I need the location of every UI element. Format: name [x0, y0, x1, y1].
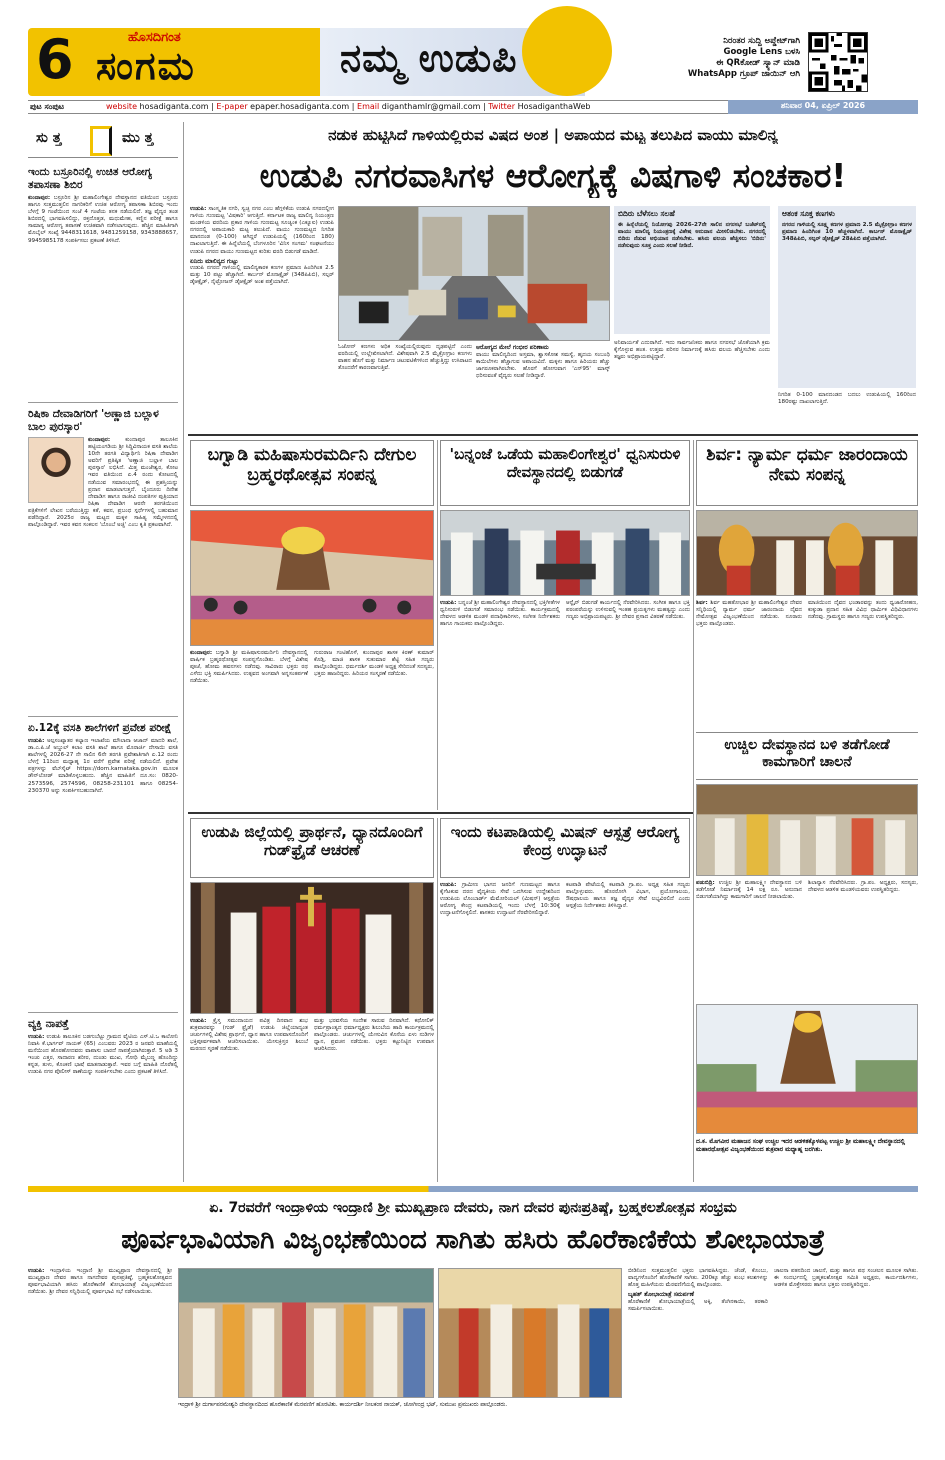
info-section: ಪುಟ ಸಂಪುಟ: [30, 102, 65, 111]
shirva-col-1-text: ಶಿರ್ವ ಮಹತೋಭಾರ ಶ್ರೀ ಮಹಾಲಿಂಗೇಶ್ವರ ದೇವರ ಸನ್ನಿಧಿಯಲ್ಲಿ ನ್ಯಾರ್ಮ ಧರ್ಮ ಜಾರಂದಾಯ ದೈವದ ನೇಮೋತ್ಸವ ವಿಜೃಂಭಣೆಯಿಂದ ನಡೆಯಿತು. ನೂರಾರು ಭಕ್ತರು ಪಾಲ್ಗೊಂಡರು.: [696, 600, 802, 628]
goodfriday-col-1-text: ಕ್ರೈಸ್ತ ಸಮುದಾಯದ ಪವಿತ್ರ ದಿನವಾದ ಶುಭ ಶುಕ್ರವಾರವನ್ನು (ಗುಡ್ ಫ್ರೈಡೆ) ಉಡುಪಿ ಜಿಲ್ಲೆಯಾದ್ಯಂತ ಚರ್ಚುಗಳಲ್ಲಿ ವಿಶೇಷ ಪ್ರಾರ್ಥನೆ, ಧ್ಯಾನ ಹಾಗೂ ಉಪವಾಸದೊಂದಿಗೆ ಭಕ್ತಿಪೂರ್ವಕವಾಗಿ ಆಚರಿಸಲಾಯಿತು. ಯೇಸುಕ್ರಿಸ್ತರ ಶಿಲುಬೆ ಮರಣದ ಸ್ಮರಣೆ ನಡೆಯಿತು.: [190, 1018, 308, 1053]
lead-col-3-text: ವಾಯು ಮಾಲಿನ್ಯದಿಂದ ಅಸ್ತಮಾ, ಶ್ವಾಸಕೋಶ ಸಮಸ್ಯೆ, ಹೃದಯ ಸಂಬಂಧಿ ಕಾಯಿಲೆಗಳು ಹೆಚ್ಚಾಗುವ ಅಪಾಯವಿದೆ. ಮಕ್ಕಳು ಹಾಗೂ ಹಿರಿಯರು ಹೆಚ್ಚು ಜಾಗರೂಕರಾಗಿರಬೇಕು. ಹೊರಗೆ ಹೋಗುವಾಗ 'ಎನ್95' ಮಾಸ್ಕ್ ಧರಿಸುವಂತೆ ವೈದ್ಯರು ಸಲಹೆ ನೀಡಿದ್ದಾರೆ.: [476, 351, 610, 379]
goodfriday-byline: ಉಡುಪಿ:: [190, 1018, 207, 1024]
frame-icon: [90, 126, 112, 156]
date-badge: ಶನಿವಾರ 04, ಏಪ್ರಿಲ್ 2026: [728, 100, 918, 114]
sidebar-heading: [28, 124, 178, 158]
lead-col-1-text: ಸಾಂಸ್ಕೃತಿಕ ನಗರಿ, ಸ್ವಚ್ಛ ನಗರ ಎಂಬ ಹೆಗ್ಗಳಿಕೆಯ ಉಡುಪಿ ನಗರದಲ್ಲೀಗ ಗಾಳಿಯ ಗುಣಮಟ್ಟ 'ವಿಷಕಾರಿ' ಆಗುತ್ತಿದೆ. ಕರ್ನಾಟಕ ರಾಜ್ಯ ಮಾಲಿನ್ಯ ನಿಯಂತ್ರಣ ಮಂಡಳಿಯ ವರದಿಯ ಪ್ರಕಾರ ಗಾಳಿಯ ಗುಣಮಟ್ಟ ಸೂಚ್ಯಂಕ (ಎಕ್ಯೂಐ) ಉಡುಪಿ ನಗರದಲ್ಲಿ ಅಪಾಯಕಾರಿ ಮಟ್ಟ ತಲುಪಿದೆ. ವಾಯು ಗುಣಮಟ್ಟದ ನಿಗದಿತ ಮಾನದಂಡ (0-100) ಆಗಿದ್ದರೆ ಉಡುಪಿಯಲ್ಲಿ (160ರಿಂದ 180) ದಾಖಲಾಗುತ್ತಿದೆ. ಈ ಹಿನ್ನೆಲೆಯಲ್ಲಿ ಬೆಂಗಳೂರಿನ 'ವಿನಿಸ ಸಂಗಮ' ಸಂಘಟನೆಯು ಉಡುಪಿ ನಗರದ ವಾಯು ಗುಣಮಟ್ಟದ ಕುರಿತು ವರದಿ ಬಿಡುಗಡೆ ಮಾಡಿದೆ.: [190, 206, 334, 255]
lead-col-4-text: ಅನಿವಾರ್ಯತೆ ಎದುರಾಗಿದೆ. ಇದು ಸಾರ್ವಜನಿಕರು ಹಾಗೂ ನಗರಸಭೆ ಜೊತೆಯಾಗಿ ಕ್ರಮ ಕೈಗೊಳ್ಳುವ ಹಂತ. ಉತ್ತಮ ಪರಿಸರ ನಿರ್ಮಾಣಕ್ಕೆ ಹಸಿರು ವಲಯ ಹೆಚ್ಚಿಸಬೇಕು ಎಂದು ತಜ್ಞರು ಅಭಿಪ್ರಾಯಪಟ್ಟಿದ್ದಾರೆ.: [614, 340, 770, 361]
goodfriday-col-2-text: ಮತ್ತು ಭರವಸೆಯ ಸಂದೇಶ ಸಾರುವ ದಿನವಾಗಿದೆ. ಕಥೋಲಿಕ್ ಧರ್ಮಪ್ರಾಂತ್ಯದ ಧರ್ಮಾಧ್ಯಕ್ಷರು ಶಿಲುಬೆಯ ಹಾದಿ ಕಾರ್ಯಕ್ರಮದಲ್ಲಿ ಪಾಲ್ಗೊಂಡರು. ಚರ್ಚುಗಳಲ್ಲಿ ಯೇಸುವಿನ ಕೊನೆಯ ಏಳು ನುಡಿಗಳ ಧ್ಯಾನ, ಪ್ರವಚನ ನಡೆಯಿತು. ಭಕ್ತರು ಕಟ್ಟುನಿಟ್ಟಿನ ಉಪವಾಸ ಆಚರಿಸಿದರು.: [314, 1018, 434, 1053]
email-link[interactable]: diganthamlr@gmail.com: [381, 102, 481, 111]
katapadi-col-2: [566, 882, 690, 1180]
bannanje-byline: ಉಡುಪಿ:: [440, 600, 457, 606]
uchila-col-1: [696, 880, 802, 998]
sidebar-story-health-camp: [28, 166, 178, 347]
info-bar: [28, 100, 918, 114]
story-byline: ಕುಂದಾಪುರ:: [88, 437, 111, 443]
promo-line-4: WhatsApp ಗ್ರೂಪ್ ಜಾಯಿನ್ ಆಗಿ: [687, 69, 800, 79]
website-label: website: [106, 102, 137, 111]
epaper-link[interactable]: epaper.hosadiganta.com: [250, 102, 350, 111]
box-particles-title: ಆತಂಕ ಸೂಕ್ತ ಕಣಗಳು: [782, 209, 835, 218]
bannanje-col-1-text: ಬನ್ನಂಜೆ ಶ್ರೀ ಮಹಾಲಿಂಗೇಶ್ವರ ದೇವಸ್ಥಾನದಲ್ಲಿ ಭಕ್ತಿಗೀತೆಗಳ ಧ್ವನಿಸುರುಳಿ ಬಿಡುಗಡೆ ಸಮಾರಂಭ ನಡೆಯಿತು. ಕಾರ್ಯಕ್ರಮದಲ್ಲಿ ದೇವಳದ ಆಡಳಿತ ಮಂಡಳಿ ಪದಾಧಿಕಾರಿಗಳು, ಸಂಗೀತ ನಿರ್ದೇಶಕರು ಹಾಗೂ ಗಾಯಕರು ಪಾಲ್ಗೊಂಡಿದ್ದರು.: [440, 600, 560, 628]
sidebar-story-exam: [28, 722, 178, 898]
story-headline: ಇಂದು ಬಸ್ರೂರಿನಲ್ಲಿ ಉಚಿತ ಆರೋಗ್ಯ ತಪಾಸಣಾ ಶಿಬಿರ: [28, 166, 152, 191]
divider: |: [211, 102, 217, 111]
bannanje-headline: 'ಬನ್ನಂಜೆ ಒಡೆಯ ಮಹಾಲಿಂಗೇಶ್ವರ' ಧ್ವನಿಸುರುಳಿ ದೇವಸ್ಥಾನದಲ್ಲಿ ಬಿಡುಗಡೆ: [449, 445, 681, 481]
church-photo: [190, 882, 434, 1014]
katapadi-headline: ಇಂದು ಕಟಪಾಡಿಯಲ್ಲಿ ಮಿಷನ್ ಆಸ್ಪತ್ರೆ ಆರೋಗ್ಯ ಕೇಂದ್ರ ಉದ್ಘಾಟನೆ: [450, 823, 680, 859]
katapadi-col-2-text: ಕಟಪಾಡಿ ಪೇಟೆಯಲ್ಲಿ ಕಟಪಾಡಿ ಗ್ರಾ.ಪಂ. ಅಧ್ಯಕ್ಷ ಸಹಿತ ಗಣ್ಯರು ಪಾಲ್ಗೊಳ್ಳುವರು. ಹೊರರೋಗಿ ವಿಭಾಗ, ಪ್ರಯೋಗಾಲಯ, ಔಷಧಾಲಯ ಹಾಗೂ ತಜ್ಞ ವೈದ್ಯರ ಸೇವೆ ಲಭ್ಯವಿರಲಿದೆ ಎಂದು ಆಸ್ಪತ್ರೆಯ ನಿರ್ದೇಶಕರು ತಿಳಿಸಿದ್ದಾರೆ.: [566, 882, 690, 910]
lead-col-1: [190, 206, 334, 430]
badagadi-col-1: [190, 650, 308, 808]
story-byline: ಉಡುಪಿ:: [28, 738, 45, 744]
box-bamboo-title: ಬಿದಿರು ಬೆಳೆಸಲು ಸಲಹೆ: [618, 209, 675, 218]
rathotsava-photo: [696, 1004, 918, 1134]
badagadi-col-2: [314, 650, 434, 808]
shirva-col-2: [808, 600, 918, 728]
column-rule: [693, 732, 694, 1182]
website-link[interactable]: hosadiganta.com: [139, 102, 209, 111]
badagadi-headline: ಬಗ್ವಾಡಿ ಮಹಿಷಾಸುರಮರ್ದಿನಿ ದೇಗುಲ ಬ್ರಹ್ಮರಥೋತ್ಸವ ಸಂಪನ್ನ: [207, 445, 417, 486]
promo-line-1: ನಿರಂತರ ಸುದ್ದಿ ಅಪ್ಡೇಟ್‌ಗಾಗಿ: [723, 36, 800, 46]
epaper-label: E-paper: [216, 102, 248, 111]
daiva-photo: [696, 510, 918, 596]
story-body: [28, 1034, 178, 1188]
procession-photo-1: [178, 1268, 434, 1398]
bottom-byline: ಉಡುಪಿ:: [28, 1268, 45, 1274]
story-byline: ಕುಂದಾಪುರ:: [28, 195, 51, 201]
box-particles-body: ನಗರದ ಗಾಳಿಯಲ್ಲಿ ಸೂಕ್ಷ್ಮ ಕಣಗಳ ಪ್ರಮಾಣ 2.5 ಮೈಕ್ರೋಗ್ರಾಂ ಕಣಗಳ ಪ್ರಮಾಣ ಹಿಂದಿಗಿಂತ 10 ಹೆಚ್ಚಳವಾಗಿದೆ. ಕಾರ್ಬನ್ ಮೊನಾಕ್ಸೈಡ್ 348ಪಿಪಿಬಿ, ಸಲ್ಫರ್ ಡೈಆಕ್ಸೈಡ್ 28ಪಿಪಿಬಿ ಪತ್ತೆಯಾಗಿದೆ.: [782, 222, 912, 243]
lead-byline: ಉಡುಪಿ:: [190, 206, 207, 212]
box-particles-footer: [778, 392, 916, 430]
goodfriday-col-2: [314, 1018, 434, 1180]
lead-headline: ಉಡುಪಿ ನಗರವಾಸಿಗಳ ಆರೋಗ್ಯಕ್ಕೆ ವಿಷಗಾಳಿ ಸಂಚಕಾರ!: [259, 156, 847, 195]
story-byline: ಉಡುಪಿ:: [28, 1034, 45, 1040]
story-headline: ರಿಷಿಕಾ ದೇವಾಡಿಗರಿಗೆ 'ಅಣ್ಣಾಜಿ ಬಲ್ಲಾಳ ಬಾಲ ಪುರಸ್ಕಾರ': [28, 408, 159, 433]
uchila-col-1-text: ಉಚ್ಚಿಲ ಶ್ರೀ ಮಹಾಲಕ್ಷ್ಮೀ ದೇವಸ್ಥಾನದ ಬಳಿ ತಡೆಗೋಡೆ ನಿರ್ಮಾಣಕ್ಕೆ 14 ಲಕ್ಷ ರೂ. ಅನುದಾನ ಬಿಡುಗಡೆಯಾಗಿದ್ದು ಕಾಮಗಾರಿಗೆ ಚಾಲನೆ ನೀಡಲಾಯಿತು.: [696, 880, 802, 901]
shirva-col-1: [696, 600, 802, 728]
promo-line-2: Google Lens ಬಳಸಿ: [723, 47, 800, 57]
bottom-col-4: [628, 1268, 768, 1440]
bottom-col-1: [28, 1268, 172, 1440]
sidebar: [28, 122, 178, 1182]
page-number: 6: [36, 28, 74, 91]
story-body: [28, 437, 178, 695]
sidebar-story-missing: [28, 1018, 178, 1188]
box-bamboo: [614, 206, 770, 334]
twitter-link[interactable]: HosadiganthaWeb: [517, 102, 591, 111]
katapadi-byline: ಉಡುಪಿ:: [440, 882, 457, 888]
badagadi-col-2-text: ಗುರುರಾಜ ಗಂಟಿಹೊಳೆ, ಕುಂದಾಪುರ ಶಾಸಕ ಕಿರಣ್ ಕುಮಾರ್ ಕೊಡ್ಗಿ, ಮಾಜಿ ಶಾಸಕ ಸುಕುಮಾರ ಶೆಟ್ಟಿ ಸಹಿತ ಗಣ್ಯರು ಪಾಲ್ಗೊಂಡಿದ್ದರು. ಧರ್ಮದರ್ಶಿ ಮಂಡಳಿ ಅಧ್ಯಕ್ಷ ಸೇರಿದಂತೆ ಸದಸ್ಯರು, ಭಕ್ತರು ಹಾಜರಿದ್ದರು. ಹಿರಿಯರ ಸಂಸ್ಮರಣೆ ನಡೆಯಿತು.: [314, 650, 434, 678]
city-title-circle: [522, 6, 612, 96]
sidebar-divider: [28, 716, 178, 717]
cd-release-photo: [440, 510, 690, 596]
lead-col-4: [614, 340, 770, 430]
story-body: [28, 195, 178, 347]
wall-work-photo: [696, 784, 918, 876]
sidebar-heading-right: ಮು ತ್ತ: [122, 130, 154, 146]
badagadi-headline-box: [190, 440, 434, 506]
column-rule: [437, 818, 438, 1182]
page-number-box: [28, 28, 90, 96]
bottom-col-5: [774, 1268, 918, 1440]
column-rule: [437, 440, 438, 810]
divider: |: [482, 102, 489, 111]
bottom-col-5-text: ಚಾಲನಾ ಪತನದಿಂದ ಚಾಲನೆ, ಮತ್ತು ಹಾಗೂ ಪಥ ಸಂಚಲನ ಮೂಲಕ ಸಾಗಿತು. ಈ ಸಂದರ್ಭದಲ್ಲಿ ಬ್ರಹ್ಮಕಲಶೋತ್ಸವ ಸಮಿತಿ ಅಧ್ಯಕ್ಷರು, ಕಾರ್ಯದರ್ಶಿಗಳು, ಆಡಳಿತ ಮೊಕ್ತೇಸರರು ಹಾಗೂ ಭಕ್ತರು ಉಪಸ್ಥಿತರಿದ್ದರು.: [774, 1268, 918, 1289]
lead-col-3: [476, 344, 610, 430]
badagadi-byline: ಕುಂದಾಪುರ:: [190, 650, 213, 656]
shirva-byline: ಶಿರ್ವ:: [696, 600, 708, 606]
goodfriday-col-1: [190, 1018, 308, 1180]
sidebar-story-award: [28, 408, 178, 695]
lead-subhead-1: ಏನಿದು ಮಾಲಿನ್ಯದ ಗುಟ್ಟು: [190, 257, 239, 265]
shirva-col-2-text: ಮಾಜಿಯಿಂದ ದೈವದ ಭಂಡಾರವನ್ನು ತಂದು ಧ್ವಜಾರೋಹಣ, ಕುಕ್ಕುಡಾ ಪ್ರದಾನ ಸಹಿತ ವಿವಿಧ ಧಾರ್ಮಿಕ ವಿಧಿವಿಧಾನಗಳು ನಡೆದವು. ಗ್ರಾಮಸ್ಥರು ಹಾಗೂ ಗಣ್ಯರು ಉಪಸ್ಥಿತರಿದ್ದರು.: [808, 600, 918, 621]
sidebar-divider: [28, 1012, 178, 1013]
info-links: [106, 101, 590, 113]
box-particles-footer-text: ನಿಗದಿತ 0-100 ಮಾನದಂಡದ ಬದಲು ಉಡುಪಿಯಲ್ಲಿ 160ರಿಂದ 180ರಷ್ಟು ದಾಖಲಾಗುತ್ತಿದೆ.: [778, 392, 916, 406]
student-photo: [28, 437, 84, 503]
story-text: ಅಲ್ಪಸಂಖ್ಯಾತರ ಕಲ್ಯಾಣ ಇಲಾಖೆಯ ಮೌಲಾನಾ ಆಜಾದ್ ಮಾದರಿ ಶಾಲೆ, ಡಾ.ಎ.ಪಿ.ಜೆ ಅಬ್ದುಲ್ ಕಲಾಂ ವಸತಿ ಶಾಲೆ ಹಾಗೂ ಮೊರಾರ್ಜಿ ದೇಸಾಯಿ ವಸತಿ ಶಾಲೆಗಳಲ್ಲಿ 2026-27 ನೇ ಸಾಲಿನ 6ನೇ ತರಗತಿ ಪ್ರವೇಶಾತಿಗಾಗಿ ಏ.12 ರಂದು ಬೆಳಗ್ಗೆ 11ರಿಂದ ಮಧ್ಯಾಹ್ನ 1ರ ವರೆಗೆ ಪ್ರವೇಶ ಪರೀಕ್ಷೆ ನಡೆಯಲಿದೆ. ಪ್ರವೇಶ ಪತ್ರಗಳನ್ನು ವೆಬ್‌ಸೈಟ್ https://dom.karnataka.gov.in ಮೂಲಕ ಡೌನ್‌ಲೋಡ್ ಮಾಡಿಕೊಳ್ಳಬಹುದು. ಹೆಚ್ಚಿನ ಮಾಹಿತಿಗೆ ದೂ.ಸಂ: 0820-2573596, 2574596, 08258-231101 ಹಾಗೂ 08254-230370 ಅನ್ನು ಸಂಪರ್ಕಿಸಬಹುದಾಗಿದೆ.: [28, 738, 178, 794]
supplement-title: ಸಂಗಮ: [96, 44, 196, 88]
goodfriday-headline-box: [190, 818, 434, 878]
box-bamboo-body: ಈ ಹಿನ್ನೆಲೆಯಲ್ಲಿ ನಿಯೋಗವು 2026-27ನೇ ಸಾಲಿನ ನಗರಸಭೆ ಬಜೆಟ್‌ನಲ್ಲಿ ವಾಯು ಮಾಲಿನ್ಯ ನಿಯಂತ್ರಣಕ್ಕೆ ವಿಶೇಷ ಅನುದಾನ ಮೀಸಲಿಡಬೇಕು. ನಗರದಲ್ಲಿ ಬಿದಿರು ನೆಡುವ ಅಭಿಯಾನ ನಡೆಸಬೇಕು. ಹಸಿರು ವಲಯ ಹೆಚ್ಚಿಸಲು 'ಬಿದಿರು' ನಡೆಸುವುದು ಸೂಕ್ತ ಎಂದು ಸಲಹೆ ನೀಡಿದೆ.: [618, 222, 766, 250]
story-headline: ಏ.12ಕ್ಕೆ ವಸತಿ ಶಾಲೆಗಳಿಗೆ ಪ್ರವೇಶ ಪರೀಕ್ಷೆ: [28, 722, 172, 734]
chariot-photo: [190, 510, 434, 646]
email-label: Email: [357, 102, 380, 111]
procession-photo-2: [438, 1268, 622, 1398]
story-text: ಬಸ್ರೂರಿನ ಶ್ರೀ ಮಹಾಲಿಂಗೇಶ್ವರ ದೇವಸ್ಥಾನದ ವತಿಯಿಂದ ಬಸ್ರೂರು ಹಾಗೂ ಸುತ್ತಮುತ್ತಲಿನ ನಾಗರಿಕರಿಗೆ ಉಚಿತ ಆರೋಗ್ಯ ತಪಾಸಣಾ ಶಿಬಿರವು ಇಂದು ಬೆಳಗ್ಗೆ 9 ಗಂಟೆಯಿಂದ ಸಂಜೆ 4 ಗಂಟೆಯ ತನಕ ನಡೆಯಲಿದೆ. ತಜ್ಞ ವೈದ್ಯರ ತಂಡ ಶಿಬಿರದಲ್ಲಿ ಭಾಗವಹಿಸಲಿದ್ದು, ರಕ್ತದೊತ್ತಡ, ಮಧುಮೇಹ, ಕಣ್ಣಿನ ಪರೀಕ್ಷೆ ಹಾಗೂ ಸಾಮಾನ್ಯ ಆರೋಗ್ಯ ತಪಾಸಣೆ ಉಚಿತವಾಗಿ ನಡೆಸಲಾಗುವುದು. ಹೆಚ್ಚಿನ ಮಾಹಿತಿಗಾಗಿ ಮೊಬೈಲ್ ಸಂಖ್ಯೆ 9448311618, 9481259158, 9343888657, 9945985178 ಸಂಪರ್ಕಿಸಲು ಪ್ರಕಟಣೆ ತಿಳಿಸಿದೆ.: [28, 195, 178, 244]
traffic-photo: [338, 206, 610, 341]
bottom-kicker: ಏ. 7ರವರೆಗೆ ಇಂದ್ರಾಳಿಯ ಇಂದ್ರಾಣಿ ಶ್ರೀ ಮುಖ್ಯಪ್ರಾಣ ದೇವರು, ನಾಗ ದೇವರ ಪುನಃಪ್ರತಿಷ್ಠೆ, ಬ್ರಹ್ಮಕಲಶೋತ್ಸವ ಸಂಭ್ರಮ: [209, 1200, 737, 1216]
uchila-headline-box: [696, 732, 918, 780]
katapadi-headline-box: [440, 818, 690, 878]
bottom-col-1-text: ಇಂದ್ರಾಳಿಯ ಇಂದ್ರಾಣಿ ಶ್ರೀ ಮುಖ್ಯಪ್ರಾಣ ದೇವಸ್ಥಾನದಲ್ಲಿ ಶ್ರೀ ಮುಖ್ಯಪ್ರಾಣ ದೇವರ ಹಾಗೂ ನಾಗದೇವರ ಪುನಃಪ್ರತಿಷ್ಠೆ, ಬ್ರಹ್ಮಕಲಶೋತ್ಸವದ ಪೂರ್ವಭಾವಿಯಾಗಿ ಹಸಿರು ಹೊರೆಕಾಣಿಕೆ ಶೋಭಾಯಾತ್ರೆ ವಿಜೃಂಭಣೆಯಿಂದ ನಡೆಯಿತು. ಶ್ರೀ ದೇವರ ಸನ್ನಿಧಿಯಲ್ಲಿ ಪೂರ್ವಭಾವಿ ಸಭೆ ನಡೆಸಲಾಯಿತು.: [28, 1268, 172, 1296]
story-text: ಕುಂದಾಪುರ ತಾಲೂಕಿನ ಹಟ್ಟಿಯಂಗಡಿಯ ಶ್ರೀ ಸಿದ್ಧಿವಿನಾಯಕ ವಸತಿ ಶಾಲೆಯ 10ನೇ ತರಗತಿ ವಿದ್ಯಾರ್ಥಿನಿ ರಿಷಿಕಾ ದೇವಾಡಿಗ ಅವರಿಗೆ ಪ್ರತಿಷ್ಠಿತ 'ಅಣ್ಣಾಜಿ ಬಲ್ಲಾಳ ಬಾಲ ಪುರಸ್ಕಾರ' ಲಭಿಸಿದೆ. ಮಿತ್ತ ಮಂಜೇಶ್ವರ, ಕೋಟ ಇವರ ವತಿಯಿಂದ ಏ.4 ರಂದು ಕೋಟದಲ್ಲಿ ನಡೆಯುವ ಸಮಾರಂಭದಲ್ಲಿ ಈ ಪ್ರಶಸ್ತಿಯನ್ನು ಪ್ರದಾನ ಮಾಡಲಾಗುತ್ತದೆ. ಬೈಂದೂರು ದಿನೇಶ ದೇವಾಡಿಗ ಹಾಗೂ ರಾಜೀವಿ ದಂಪತಿಗಳ ಪುತ್ರಿಯಾದ ರಿಷಿಕಾ ದೇವಾಡಿಗ ಆರನೇ ತರಗತಿಯಿಂದ ಪತ್ರಿಕೆಗಳಿಗೆ ಲೇಖನ ಬರೆಯುತ್ತಿದ್ದು ಕತೆ, ಕವನ, ಪ್ರಬಂಧ ಸ್ಪರ್ಧೆಗಳಲ್ಲಿ ಬಹುಮಾನ ಪಡೆದಿದ್ದಾರೆ. 2025ರ ರಾಜ್ಯ ಮಟ್ಟದ ಮಕ್ಕಳ ಸಾಹಿತ್ಯ ಸಮ್ಮೇಳನದಲ್ಲಿ ಪಾಲ್ಗೊಂಡಿದ್ದಾರೆ. ಇವರ ಕವನ ಸಂಕಲನ 'ಬೊಂಬೆ ಅಜ್ಜಿ' ಎಂಬ ಕೃತಿ ಪ್ರಕಟವಾಗಿದೆ.: [28, 437, 178, 529]
masthead: [0, 0, 945, 100]
bannanje-col-2-text: ಆನ್ಲೈನ್ ಬಿಡುಗಡೆ ಕಾರ್ಯದಲ್ಲಿ ನೆರವೇರಿಸಿದರು. ಸಂಗೀತ ಹಾಗೂ ಭಕ್ತಿ ಪರಂಪರೆಯನ್ನು ಉಳಿಸುವಲ್ಲಿ ಇಂತಹ ಪ್ರಯತ್ನಗಳು ಮಹತ್ವದ್ದು ಎಂದು ಗಣ್ಯರು ಅಭಿಪ್ರಾಯಪಟ್ಟರು. ಶ್ರೀ ದೇವರ ಪ್ರಸಾದ ವಿತರಣೆ ನಡೆಯಿತು.: [566, 600, 690, 621]
bottom-headline: ಪೂರ್ವಭಾವಿಯಾಗಿ ವಿಜೃಂಭಣೆಯಿಂದ ಸಾಗಿತು ಹಸಿರು ಹೊರೆಕಾಣಿಕೆಯ ಶೋಭಾಯಾತ್ರೆ: [121, 1225, 825, 1255]
lead-col-1b-text: ಉಡುಪಿ ನಗರದ ಗಾಳಿಯಲ್ಲಿ ಮಾಲಿನ್ಯಕಾರಕ ಕಣಗಳ ಪ್ರಮಾಣ ಹಿಂದಿಗಿಂತ 2.5 ಮತ್ತು 10 ಪಟ್ಟು ಹೆಚ್ಚಾಗಿದೆ. ಕಾರ್ಬನ್ ಮೊನಾಕ್ಸೈಡ್ (348ಪಿಪಿಬಿ), ಸಲ್ಫರ್ ಡೈಆಕ್ಸೈಡ್, ನೈಟ್ರೋಜನ್ ಡೈಆಕ್ಸೈಡ್ ಅಂಶ ಪತ್ತೆಯಾಗಿದೆ.: [190, 265, 334, 286]
lead-subhead-2: ಆರೋಗ್ಯದ ಮೇಲೆ ಗಂಭೀರ ಪರಿಣಾಮ: [476, 344, 549, 351]
goodfriday-headline: ಉಡುಪಿ ಜಿಲ್ಲೆಯಲ್ಲಿ ಪ್ರಾರ್ಥನೆ, ಧ್ಯಾನದೊಂದಿಗೆ ಗುಡ್‌ಫ್ರೈಡೆ ಆಚರಣೆ: [201, 823, 423, 859]
story-body: [28, 738, 178, 898]
lead-col-2-text: ಓಜೋನ್ ಕಣಗಳು ಅಧಿಕ ಸಂಖ್ಯೆಯಲ್ಲಿರುವುದು ದೃಢಪಟ್ಟಿದೆ ಎಂದು ವರದಿಯಲ್ಲಿ ಉಲ್ಲೇಖಿಸಲಾಗಿದೆ. ವಿಶೇಷವಾಗಿ 2.5 ಮೈಕ್ರೋಗ್ರಾಂ ಕಣಗಳು ವಾಹನ ಹೊಗೆ ಮತ್ತು ನಿರ್ಮಾಣ ಚಟುವಟಿಕೆಗಳಿಂದ ಹೆಚ್ಚುತ್ತಿದ್ದು ಉಸಿರಾಟದ ತೊಂದರೆಗೆ ಕಾರಣವಾಗುತ್ತಿವೆ.: [338, 344, 472, 372]
shirva-headline-box: [696, 440, 918, 506]
badagadi-col-1-text: ಬಗ್ವಾಡಿ ಶ್ರೀ ಮಹಿಷಾಸುರಮರ್ದಿನಿ ದೇವಸ್ಥಾನದಲ್ಲಿ ವಾರ್ಷಿಕ ಬ್ರಹ್ಮರಥೋತ್ಸವ ಸಂಪನ್ನಗೊಂಡಿತು. ಬೆಳಗ್ಗೆ ವಿಶೇಷ ಪೂಜೆ, ಹೋಮ ಹವನಗಳು ನಡೆದವು. ಸಾವಿರಾರು ಭಕ್ತರು ರಥ ಎಳೆದು ಭಕ್ತಿ ಸಮರ್ಪಿಸಿದರು. ಉತ್ಸವದ ಅಂಗವಾಗಿ ಅನ್ನಸಂತರ್ಪಣೆ ನಡೆಯಿತು.: [190, 650, 308, 685]
section-divider: [188, 434, 918, 436]
shirva-headline: ಶಿರ್ವ: ನ್ಯಾರ್ಮ ಧರ್ಮ ಜಾರಂದಾಯ ನೇಮ ಸಂಪನ್ನ: [706, 445, 908, 486]
bottom-subhead: ಬೃಹತ್ ಶೋಭಾಯಾತ್ರೆ ಸಮರ್ಪಣೆ: [628, 1291, 694, 1299]
uchila-col-2-text: ಶಿಲಾನ್ಯಾಸ ನೆರವೇರಿಸಿದರು. ಗ್ರಾ.ಪಂ. ಅಧ್ಯಕ್ಷರು, ಸದಸ್ಯರು, ದೇವಳದ ಆಡಳಿತ ಮಂಡಳಿಯವರು ಉಪಸ್ಥಿತರಿದ್ದರು.: [808, 880, 918, 894]
twitter-label: Twitter: [488, 102, 516, 111]
katapadi-col-1-text: ಗ್ರಾಮೀಣ ಭಾಗದ ಜನರಿಗೆ ಗುಣಮಟ್ಟದ ಹಾಗೂ ಕೈಗೆಟಕುವ ದರದ ವೈದ್ಯಕೀಯ ಸೇವೆ ಒದಗಿಸುವ ಉದ್ದೇಶದಿಂದ ಉಡುಪಿಯ ಲೊಂಬಾರ್ಡ್ ಮೆಮೋರಿಯಲ್ (ಮಿಷನ್) ಆಸ್ಪತ್ರೆಯ ಆರೋಗ್ಯ ಕೇಂದ್ರ ಕಟಪಾಡಿಯಲ್ಲಿ ಇಂದು ಬೆಳಗ್ಗೆ 10:30ಕ್ಕೆ ಉದ್ಘಾಟನೆಗೊಳ್ಳಲಿದೆ. ಶಾಸಕರು ಉದ್ಘಾಟನೆ ನೆರವೇರಿಸಲಿದ್ದಾರೆ.: [440, 882, 560, 917]
uchila-photo-caption: ದ.ಕ. ಮೊಗವೀರ ಮಹಾಜನ ಸಂಘ ಉಚ್ಚಿಲ ಇದರ ಆಡಳಿತಕ್ಕೊಳಪಟ್ಟ ಉಚ್ಚಿಲ ಶ್ರೀ ಮಹಾಲಕ್ಷ್ಮೀ ದೇವಸ್ಥಾನದಲ್ಲಿ ಮಹಾರಥೋತ್ಸವ ವಿಜೃಂಭಣೆಯಿಂದ ಶುಕ್ರವಾರ ಮಧ್ಯಾಹ್ನ ಜರಗಿತು.: [696, 1138, 906, 1153]
uchila-col-2: [808, 880, 918, 998]
story-headline: ವ್ಯಕ್ತಿ ನಾಪತ್ತೆ: [28, 1018, 69, 1030]
sidebar-rule: [183, 122, 184, 1182]
katapadi-col-1: [440, 882, 560, 1180]
bannanje-col-2: [566, 600, 690, 808]
story-text: ಉಡುಪಿ ತಾಲೂಕಿನ ಬಡಗುಬೆಟ್ಟು ಗ್ರಾಮದ ವೈಟಿಯ ಎಸ್.ಟಿ.ಒ ಕಾಲೋನಿ ನಿವಾಸಿ ಕೆ.ಭಾರ್ಗವ್ ನಾಯಕ್ (65) ಎಂಬವರು 2023 ರ ಜನವರಿ ಮಾಹೆಯಲ್ಲಿ ಮನೆಯಿಂದ ಹೊರಹೋದವರು ವಾಪಾಸು ಬಾರದೆ ನಾಪತ್ತೆಯಾಗಿರುತ್ತಾರೆ. 5 ಅಡಿ 3 ಇಂಚು ಎತ್ತರ, ಸಾದಾರಣ ಶರೀರ, ದುಂಡು ಮುಖ, ಗೋಧಿ ಮೈಬಣ್ಣ ಹೊಂದಿದ್ದು ಕನ್ನಡ, ತುಳು, ಕೊಂಕಣಿ ಭಾಷೆ ಮಾತನಾಡುತ್ತಾರೆ. ಇವರ ಬಗ್ಗೆ ಮಾಹಿತಿ ದೊರೆತಲ್ಲಿ ಉಡುಪಿ ನಗರ ಪೊಲೀಸ್ ಠಾಣೆಯನ್ನು ಸಂಪರ್ಕಿಸಬೇಕು ಎಂದು ಪ್ರಕಟಣೆ ತಿಳಿಸಿದೆ.: [28, 1034, 178, 1076]
bottom-col-4-text: ಬೀಡಿನಿಂದ ಸುತ್ತಮುತ್ತಲಿನ ಭಕ್ತರು ಭಾಗವಹಿಸಿದ್ದರು. ಚೆಂಡೆ, ಕೊಂಬು, ವಾದ್ಯಗಳೊಂದಿಗೆ ಹೊರೆಕಾಣಿಕೆ ಸಾಗಿತು. 200ಕ್ಕೂ ಹೆಚ್ಚು ಕುಂಭ ಕಲಶಗಳನ್ನು ಹೊತ್ತ ಮಹಿಳೆಯರು ಮೆರವಣಿಗೆಯಲ್ಲಿ ಪಾಲ್ಗೊಂಡರು.: [628, 1268, 768, 1289]
sidebar-heading-left: ಸು ತ್ತ: [36, 130, 62, 146]
promo-line-3: ಈ QRಕೋಡ್ ಸ್ಕ್ಯಾನ್ ಮಾಡಿ: [716, 58, 800, 68]
bottom-col-4b-text: ಹೊರೆಕಾಣಿಕೆ ಶೋಭಾಯಾತ್ರೆಯಲ್ಲಿ ಅಕ್ಕಿ, ತೆಂಗಿನಕಾಯಿ, ತರಕಾರಿ ಸಮರ್ಪಿಸಲಾಯಿತು.: [628, 1298, 768, 1312]
city-title: ನಮ್ಮ ಉಡುಪಿ: [340, 36, 518, 80]
box-particles: [778, 206, 916, 388]
uchila-byline: ಪಡುಬಿದ್ರಿ:: [696, 880, 715, 886]
bannanje-headline-box: [440, 440, 690, 506]
bottom-caption: ಇಂದ್ರಾಳಿ ಶ್ರೀ ದುರ್ಗಾಪರಮೇಶ್ವರಿ ದೇವಸ್ಥಾನದಿಂದ ಹೊರೆಕಾಣಿಕೆ ಮೆರವಣಿಗೆ ಹೊರಟಿತು. ಕಾರ್ಯದರ್ಶಿ ನೀಲಕಂಠ ನಾಯಕ್, ಜೋಗೀಂದ್ರ ಭಟ್, ಸುಮುಖ ಪ್ರಮುಖರು ಪಾಲ್ಗೊಂಡರು.: [178, 1402, 508, 1408]
sidebar-divider: [28, 402, 178, 403]
promo-text: [620, 36, 800, 80]
section-divider: [188, 812, 694, 814]
divider: |: [351, 102, 358, 111]
lead-kicker: ನಡುಕ ಹುಟ್ಟಿಸಿದೆ ಗಾಳಿಯಲ್ಲಿರುವ ವಿಷದ ಅಂಶ | ಅಪಾಯದ ಮಟ್ಟ ತಲುಪಿದ ವಾಯು ಮಾಲಿನ್ಯ: [328, 126, 778, 144]
bannanje-col-1: [440, 600, 560, 808]
qr-code[interactable]: [808, 32, 868, 92]
uchila-headline: ಉಚ್ಚಿಲ ದೇವಸ್ಥಾನದ ಬಳಿ ತಡೆಗೋಡೆ ಕಾಮಗಾರಿಗೆ ಚಾಲನೆ: [724, 737, 890, 770]
bottom-band: [28, 1186, 918, 1192]
brand-small: ಹೊಸದಿಗಂತ: [128, 30, 181, 45]
lead-col-2: [338, 344, 472, 430]
